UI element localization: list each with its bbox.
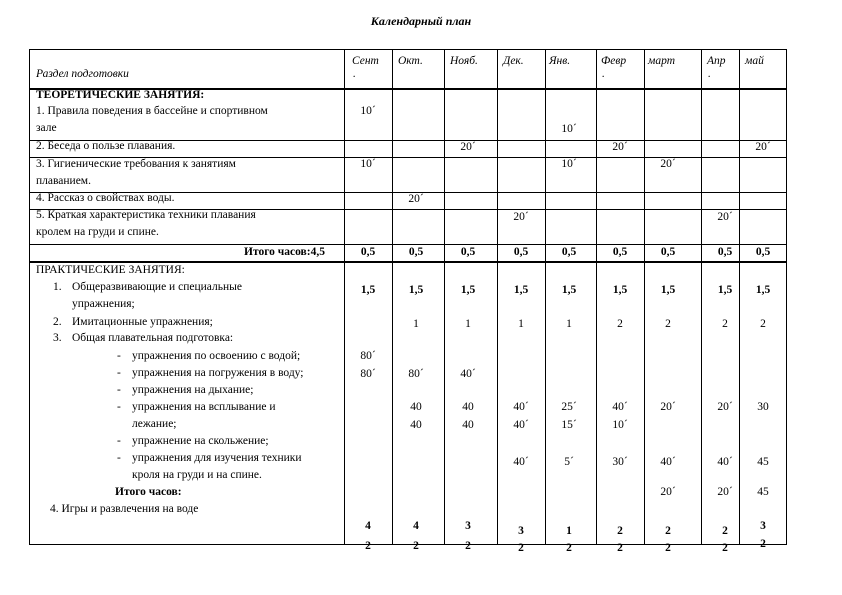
- practice-sub-value: 80´: [408, 368, 424, 380]
- column-divider: [701, 49, 702, 545]
- practice-sub-item: кроля на груди и на спине.: [132, 469, 262, 481]
- practice-value: 2: [665, 318, 671, 330]
- month-header: март: [648, 55, 675, 67]
- practice-sub-item: упражнение на скольжение;: [132, 435, 269, 447]
- theory-total-value: 0,5: [360, 246, 376, 258]
- practice-sub-value: 40´: [660, 456, 676, 468]
- month-header: Янв.: [549, 55, 571, 67]
- theory-value: 10´: [360, 158, 376, 170]
- practice-sub-item: упражнения на дыхание;: [132, 384, 254, 396]
- theory-value: 20´: [755, 141, 771, 153]
- practice-sub-value: 40´: [460, 368, 476, 380]
- bottom-value-1: 2: [722, 525, 728, 537]
- practice-item-number: 1.: [53, 281, 62, 293]
- theory-total-value: 0,5: [755, 246, 771, 258]
- practice-sub-value: 40: [410, 419, 422, 431]
- theory-value: 10´: [561, 158, 577, 170]
- practice-item-label: Общая плавательная подготовка:: [72, 332, 234, 344]
- practice-sub-value: 20´: [717, 486, 733, 498]
- practice-value: 1: [465, 318, 471, 330]
- bottom-value-1: 3: [518, 525, 524, 537]
- practice-sub-value: 20´: [660, 401, 676, 413]
- practice-sub-value: 15´: [561, 419, 577, 431]
- bottom-value-2: 2: [465, 540, 471, 552]
- bottom-value-2: 2: [760, 538, 766, 550]
- column-divider: [497, 49, 498, 545]
- month-header-dot: .: [353, 68, 356, 80]
- list-bullet: -: [117, 350, 121, 362]
- practice-item-label: Общеразвивающие и специальные: [72, 281, 242, 293]
- practice-value: 1,5: [561, 284, 577, 296]
- practice-value: 1,5: [755, 284, 771, 296]
- theory-row-label: зале: [36, 122, 57, 134]
- practice-value: 1,5: [460, 284, 476, 296]
- practice-item-label: упражнения;: [72, 298, 135, 310]
- theory-total-value: 0,5: [408, 246, 424, 258]
- column-divider: [444, 49, 445, 545]
- list-bullet: -: [117, 452, 121, 464]
- practice-value: 1,5: [360, 284, 376, 296]
- practice-sub-item: лежание;: [132, 418, 177, 430]
- bottom-value-2: 2: [518, 542, 524, 554]
- theory-value: 10´: [561, 123, 577, 135]
- practice-value: 1,5: [660, 284, 676, 296]
- bottom-value-2: 2: [722, 542, 728, 554]
- theory-total-label: Итого часов:4,5: [244, 246, 325, 258]
- month-header: Нояб.: [450, 55, 478, 67]
- theory-total-value: 0,5: [460, 246, 476, 258]
- month-header: Февр: [601, 55, 627, 67]
- theory-value: 20´: [460, 141, 476, 153]
- theory-total-value: 0,5: [717, 246, 733, 258]
- bottom-value-1: 2: [617, 525, 623, 537]
- column-divider: [545, 49, 546, 545]
- bottom-value-1: 4: [413, 520, 419, 532]
- practice-value: 1,5: [717, 284, 733, 296]
- theory-row-label: кролем на груди и спине.: [36, 226, 159, 238]
- theory-value: 20´: [660, 158, 676, 170]
- theory-value: 20´: [717, 211, 733, 223]
- practice-sub-value: 80´: [360, 350, 376, 362]
- bottom-value-1: 3: [760, 520, 766, 532]
- practice-item-number: 2.: [53, 316, 62, 328]
- theory-total-value: 0,5: [612, 246, 628, 258]
- theory-row-label: 1. Правила поведения в бассейне и спортивном: [36, 105, 268, 117]
- month-header: Апр: [707, 55, 726, 67]
- theory-row-label: плаванием.: [36, 175, 91, 187]
- bottom-value-2: 2: [566, 542, 572, 554]
- practice-sub-value: 40´: [513, 419, 529, 431]
- practice-sub-value: 45: [757, 456, 769, 468]
- practice-sub-value: 40´: [717, 456, 733, 468]
- practice-sub-value: 45: [757, 486, 769, 498]
- practice-item-4: 4. Игры и развлечения на воде: [50, 503, 199, 515]
- column-divider: [392, 49, 393, 545]
- practice-item-number: 3.: [53, 332, 62, 344]
- theory-total-value: 0,5: [513, 246, 529, 258]
- practice-sub-value: 20´: [717, 401, 733, 413]
- practice-sub-value: 30: [757, 401, 769, 413]
- bottom-value-1: 2: [665, 525, 671, 537]
- practice-value: 1,5: [513, 284, 529, 296]
- practice-value: 1,5: [612, 284, 628, 296]
- practice-sub-value: 20´: [660, 486, 676, 498]
- practice-sub-value: 40´: [513, 456, 529, 468]
- theory-row-label: 3. Гигиенические требования к занятиям: [36, 158, 236, 170]
- practice-value: 2: [760, 318, 766, 330]
- bottom-value-1: 4: [365, 520, 371, 532]
- practice-sub-item: упражнения по освоению с водой;: [132, 350, 301, 362]
- bottom-value-2: 2: [617, 542, 623, 554]
- theory-value: 20´: [408, 193, 424, 205]
- practice-sub-item: упражнения на всплывание и: [132, 401, 276, 413]
- column-divider: [739, 49, 740, 545]
- theory-value: 20´: [612, 141, 628, 153]
- month-header: Окт.: [398, 55, 423, 67]
- list-bullet: -: [117, 435, 121, 447]
- practice-sub-value: 80´: [360, 368, 376, 380]
- row-divider: [29, 261, 787, 263]
- bottom-value-1: 3: [465, 520, 471, 532]
- column-divider: [344, 49, 345, 545]
- theory-row-label: 2. Беседа о пользе плавания.: [36, 140, 176, 152]
- practice-sub-item: упражнения на погружения в воду;: [132, 367, 304, 379]
- practice-sub-value: 40´: [612, 401, 628, 413]
- theory-value: 20´: [513, 211, 529, 223]
- month-header: Дек.: [503, 55, 524, 67]
- practice-item-label: Имитационные упражнения;: [72, 316, 213, 328]
- list-bullet: -: [117, 384, 121, 396]
- practice-sub-value: 40: [462, 419, 474, 431]
- practice-sub-value: 5´: [564, 456, 574, 468]
- month-header-dot: .: [602, 68, 605, 80]
- column-divider: [596, 49, 597, 545]
- practice-value: 1: [518, 318, 524, 330]
- practice-sub-value: 40´: [513, 401, 529, 413]
- theory-total-value: 0,5: [660, 246, 676, 258]
- practice-sub-value: 25´: [561, 401, 577, 413]
- practice-sub-value: 40: [410, 401, 422, 413]
- page-title: Календарный план: [370, 14, 472, 28]
- section-header: Раздел подготовки: [36, 68, 129, 80]
- month-header: май: [745, 55, 764, 67]
- practice-value: 1,5: [408, 284, 424, 296]
- theory-value: 10´: [360, 105, 376, 117]
- practice-heading: ПРАКТИЧЕСКИЕ ЗАНЯТИЯ:: [36, 264, 185, 276]
- month-header: Сент: [352, 55, 379, 67]
- theory-row-label: 5. Краткая характеристика техники плавания: [36, 209, 256, 221]
- theory-heading: ТЕОРЕТИЧЕСКИЕ ЗАНЯТИЯ:: [36, 89, 205, 101]
- bottom-value-2: 2: [365, 540, 371, 552]
- practice-sub-value: 30´: [612, 456, 628, 468]
- column-divider: [644, 49, 645, 545]
- practice-sub-value: 10´: [612, 419, 628, 431]
- list-bullet: -: [117, 367, 121, 379]
- practice-value: 1: [566, 318, 572, 330]
- theory-row-label: 4. Рассказ о свойствах воды.: [36, 192, 175, 204]
- list-bullet: -: [117, 401, 121, 413]
- month-header-dot: .: [708, 68, 711, 80]
- bottom-value-1: 1: [566, 525, 572, 537]
- practice-total-label: Итого часов:: [115, 486, 182, 498]
- practice-sub-item: упражнения для изучения техники: [132, 452, 302, 464]
- practice-value: 1: [413, 318, 419, 330]
- practice-value: 2: [617, 318, 623, 330]
- practice-sub-value: 40: [462, 401, 474, 413]
- bottom-value-2: 2: [413, 540, 419, 552]
- row-divider: [29, 244, 787, 245]
- bottom-value-2: 2: [665, 542, 671, 554]
- practice-value: 2: [722, 318, 728, 330]
- theory-total-value: 0,5: [561, 246, 577, 258]
